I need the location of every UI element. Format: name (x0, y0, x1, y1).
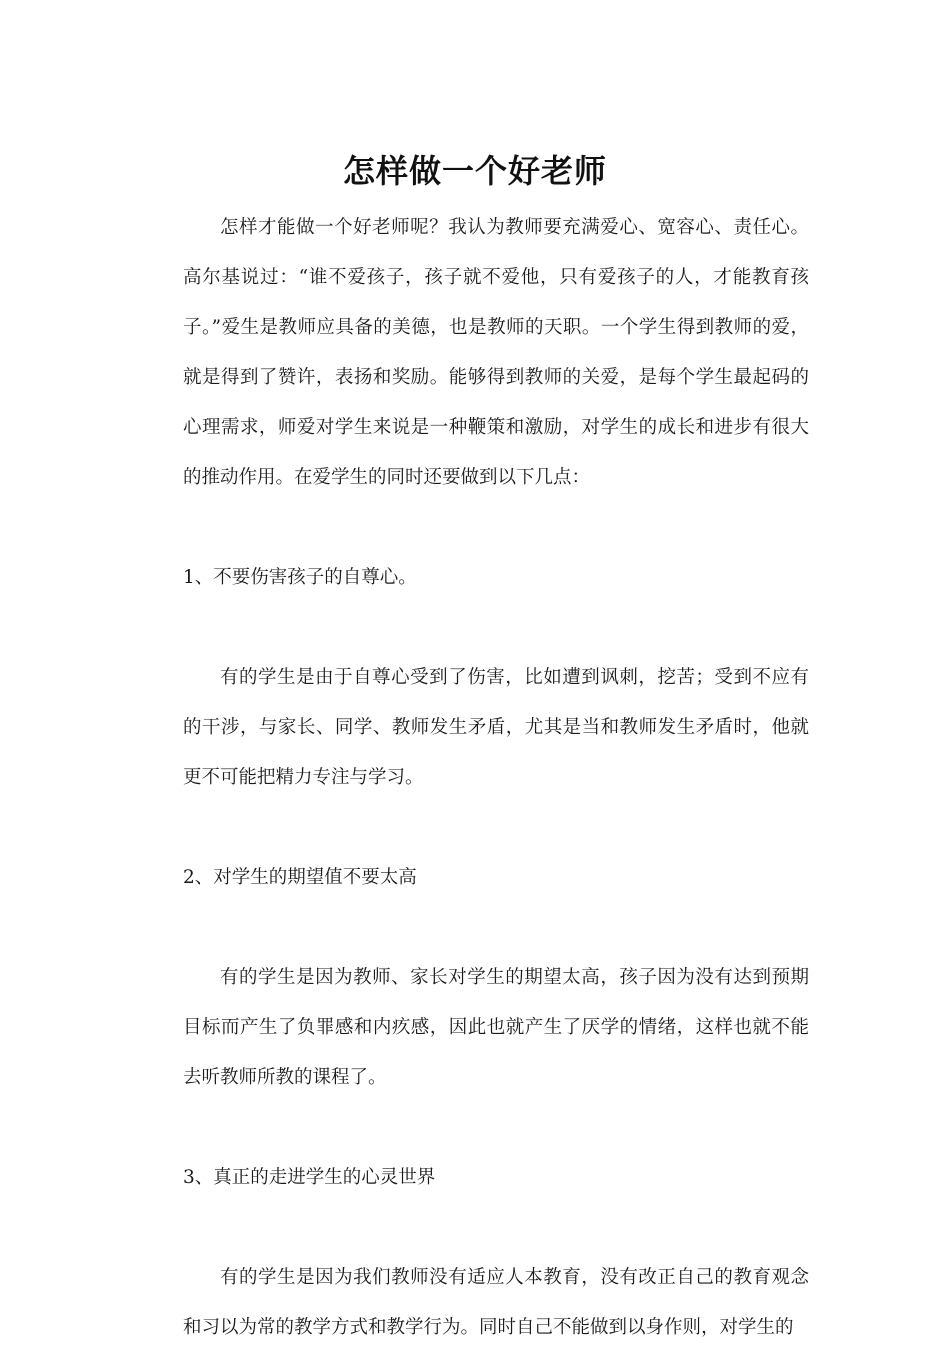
section-heading-3: 3、真正的走进学生的心灵世界 (183, 1167, 436, 1188)
document-body (183, 203, 809, 1353)
document-title: 怎样做一个好老师 (342, 152, 607, 191)
section-paragraph-2: 有的学生是因为教师、家长对学生的期望太高，孩子因为没有达到预期目标而产生了负罪感和内疚感，因此也就产生了厌学的情绪，这样也就不能去听教师所教的课程了。 (183, 967, 809, 1088)
intro-paragraph: 怎样才能做一个好老师呢？我认为教师要充满爱心、宽容心、责任心。高尔基说过：“谁不爱孩子，孩子就不爱他，只有爱孩子的人，才能教育孩子。”爱生是教师应具备的美德，也是教师的天职。一个学生得到教师的爱，就是得到了赞许，表扬和奖励。能够得到教师的关爱，是每个学生最起码的心理需求，师爱对学生来说是一种鞭策和激励，对学生的成长和进步有很大的推动作用。在爱学生的同时还要做到以下几点： (183, 217, 809, 488)
section-paragraph-3: 有的学生是因为我们教师没有适应人本教育，没有改正自己的教育观念和习以为常的教学方式和教学行为。同时自己不能做到以身作则，对学生的 (183, 1267, 809, 1338)
section-heading-1: 1、不要伤害孩子的自尊心。 (183, 567, 417, 588)
section-heading-2: 2、对学生的期望值不要太高 (183, 867, 417, 888)
section-paragraph-1: 有的学生是由于自尊心受到了伤害，比如遭到讽刺，挖苦；受到不应有的干涉，与家长、同学、教师发生矛盾，尤其是当和教师发生矛盾时，他就更不可能把精力专注与学习。 (183, 667, 809, 788)
